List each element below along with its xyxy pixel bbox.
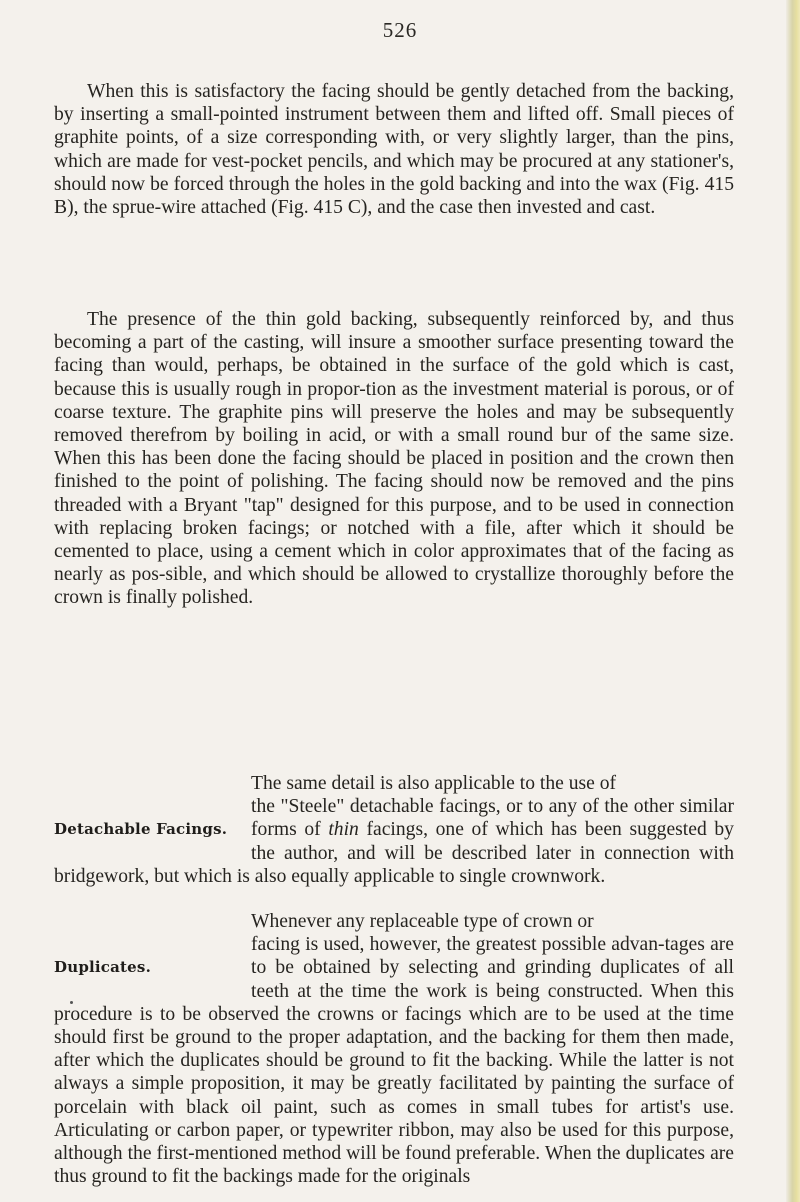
page-edge (786, 0, 800, 1202)
section-lead-line: Whenever any replaceable type of crown or (251, 911, 594, 932)
paragraph-graphite-pins: When this is satisfactory the facing should be gently detached from the backing, by inserting a small-pointed instrument between them and lifted off. Small pieces of graphite points, of a size corresponding with, or very slightly larger, than the pins, which are made for vest-pocket pencils, and which may be procured at any stationer's, should now be forced through the holes in the gold backing and into the wax (Fig. 415 B), the sprue-wire attached (Fig. 415 C), and the case then invested and cast. (54, 81, 734, 219)
section-body-text: the "Steele" detachable facings, or to any of the other similar forms of (251, 796, 734, 841)
body-paragraph (54, 308, 734, 610)
section-duplicates (54, 910, 734, 1188)
italic-word: thin (328, 819, 359, 841)
paragraph-gold-backing: The presence of the thin gold backing, subsequently reinforced by, and thus becoming a part of the casting, will insure a smoother surface presenting toward the facing than would, perhaps, be obtained in the surface of the gold which is cast, because this is usually rough in propor-tion as the investment material is porous, or of coarse texture. The graphite pins will preserve the holes and may be subsequently removed therefrom by boiling in acid, or with a small round bur of the same size. When this has been done the facing should be placed in position and the crown then finished to the point of polishing. The facing should now be removed and the pins threaded with a Bryant "tap" designed for this purpose, and to be used in connection with replacing broken facings; or notched with a file, after which it should be cemented to place, using a cement which in color approximates that of the facing as nearly as pos-sible, and which should be allowed to crystallize thoroughly before the crown is finally polished. (54, 309, 734, 609)
section-detachable-facings (54, 772, 734, 888)
page-number: 526 (382, 18, 418, 42)
side-heading-duplicates: Duplicates. (54, 958, 151, 977)
body-paragraph (54, 80, 734, 219)
side-heading-detachable-facings: Detachable Facings. (54, 820, 228, 839)
section-body-text: facing is used, however, the greatest possible advan-tages are to be obtained by selecting and grinding duplicates of all teeth at the time the work is being constructed. When this procedure is to be observed the crowns or facings which are to be used at the time should first be ground to the proper adaptation, and the backing for them then made, after which the duplicates should be ground to fit the backing. While the latter is not always a simple proposition, it may be greatly facilitated by painting the surface of porcelain with black oil paint, such as comes in small tubes for artist's use. Articulating or carbon paper, or typewriter ribbon, may also be used for this purpose, although the first-mentioned method will be found preferable. When the duplicates are thus ground to fit the backings made for the originals (54, 934, 734, 1188)
section-lead-line: The same detail is also applicable to the use of (251, 773, 617, 794)
margin-dot (70, 1001, 73, 1004)
section-body-text-tail: facings, one of which has been suggested by the author, and will be described later in connection with bridgework, but which is also equally applicable to single crownwork. (54, 819, 734, 887)
